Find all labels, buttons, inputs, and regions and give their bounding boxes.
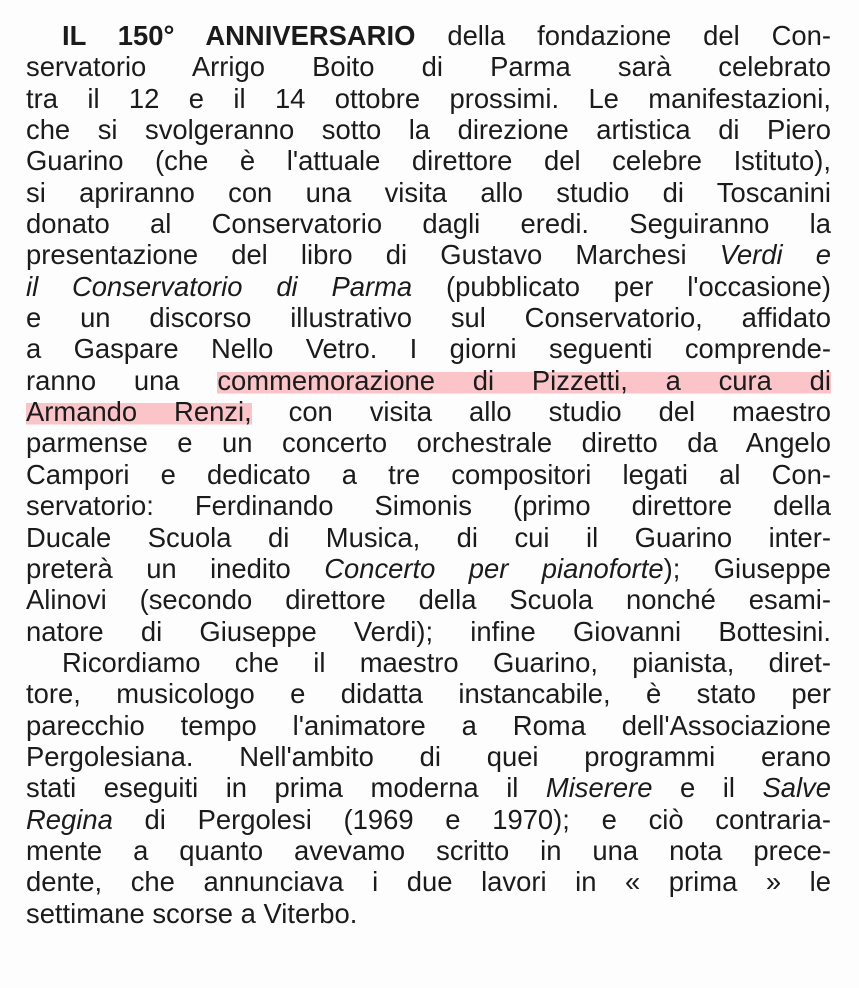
text-line: servatorio Arrigo Boito di Parma sarà celebrato: [26, 51, 831, 83]
text-span: della fondazione del Con-: [447, 20, 831, 51]
text-span: (pubblicato per l'occasione): [445, 270, 831, 302]
paragraph-1: [26, 20, 831, 647]
italic-title: il Conservatorio di Parma: [26, 270, 413, 302]
text-line: che si svolgeranno sotto la direzione artistica di Piero: [26, 114, 831, 146]
text-line: Ricordiamo che il maestro Guarino, pianista, diret-: [62, 646, 831, 678]
text-line: dente, che annunciava i due lavori in « prima » le: [26, 866, 831, 898]
text-line: [26, 553, 831, 584]
text-span: ranno una: [26, 364, 180, 396]
italic-title: Regina: [26, 803, 113, 835]
text-line: a Gaspare Nello Vetro. I giorni seguenti comprende-: [26, 333, 831, 365]
paragraph-2: [26, 647, 831, 929]
text-line: si apriranno con una visita allo studio di Toscanini: [26, 176, 831, 208]
italic-title: Miserere: [545, 772, 653, 804]
text-line: tra il 12 e il 14 ottobre prossimi. Le manifestazioni,: [26, 82, 831, 114]
text-line: [26, 365, 831, 396]
text-line: [26, 20, 831, 51]
text-line: [26, 804, 831, 835]
text-line: parmense e un concerto orchestrale diretto da Angelo: [26, 427, 831, 459]
text-line: parecchio tempo l'animatore a Roma dell'Associazione: [26, 709, 831, 741]
text-span: con visita allo studio del maestro: [288, 396, 831, 428]
text-line: [26, 271, 831, 302]
text-line: Campori e dedicato a tre compositori legati al Con-: [26, 458, 831, 490]
text-line: settimane scorse a Viterbo.: [26, 897, 358, 929]
text-span: presentazione del libro di Gustavo Marchesi: [26, 239, 687, 271]
lead-in-bold: IL 150° ANNIVERSARIO: [62, 20, 416, 51]
text-line: [26, 396, 831, 427]
text-line: Ducale Scuola di Musica, di cui il Guarino inter-: [26, 521, 831, 553]
text-span: preterà un inedito: [26, 552, 291, 584]
highlighted-text: commemorazione di Pizzetti, a cura di: [217, 364, 831, 396]
highlighted-text: Armando Renzi,: [26, 396, 252, 428]
text-line: Pergolesiana. Nell'ambito di quei programmi erano: [26, 740, 831, 772]
article-text: [26, 20, 831, 929]
text-line: servatorio: Ferdinando Simonis (primo direttore della: [26, 490, 831, 522]
text-span: stati eseguiti in prima moderna il: [26, 772, 519, 804]
text-span: ); Giuseppe: [663, 552, 831, 584]
text-line: tore, musicologo e didatta instancabile, è stato per: [26, 678, 831, 710]
text-line: [26, 239, 831, 270]
text-span: e il: [679, 772, 735, 804]
text-line: Alinovi (secondo direttore della Scuola nonché esami-: [26, 584, 831, 616]
text-line: mente a quanto avevamo scritto in una nota prece-: [26, 834, 831, 866]
text-line: donato al Conservatorio dagli eredi. Seguiranno la: [26, 208, 831, 240]
text-line: Guarino (che è l'attuale direttore del celebre Istituto),: [26, 145, 831, 177]
text-span: di Pergolesi (1969 e 1970); e ciò contraria-: [144, 803, 831, 835]
text-line: natore di Giuseppe Verdi); infine Giovanni Bottesini.: [26, 615, 831, 647]
italic-title: Verdi e: [719, 239, 831, 271]
text-line: e un discorso illustrativo sul Conservatorio, affidato: [26, 302, 831, 334]
italic-title: Salve: [762, 772, 831, 804]
italic-title: Concerto per pianoforte: [324, 552, 664, 584]
text-line: [26, 772, 831, 803]
